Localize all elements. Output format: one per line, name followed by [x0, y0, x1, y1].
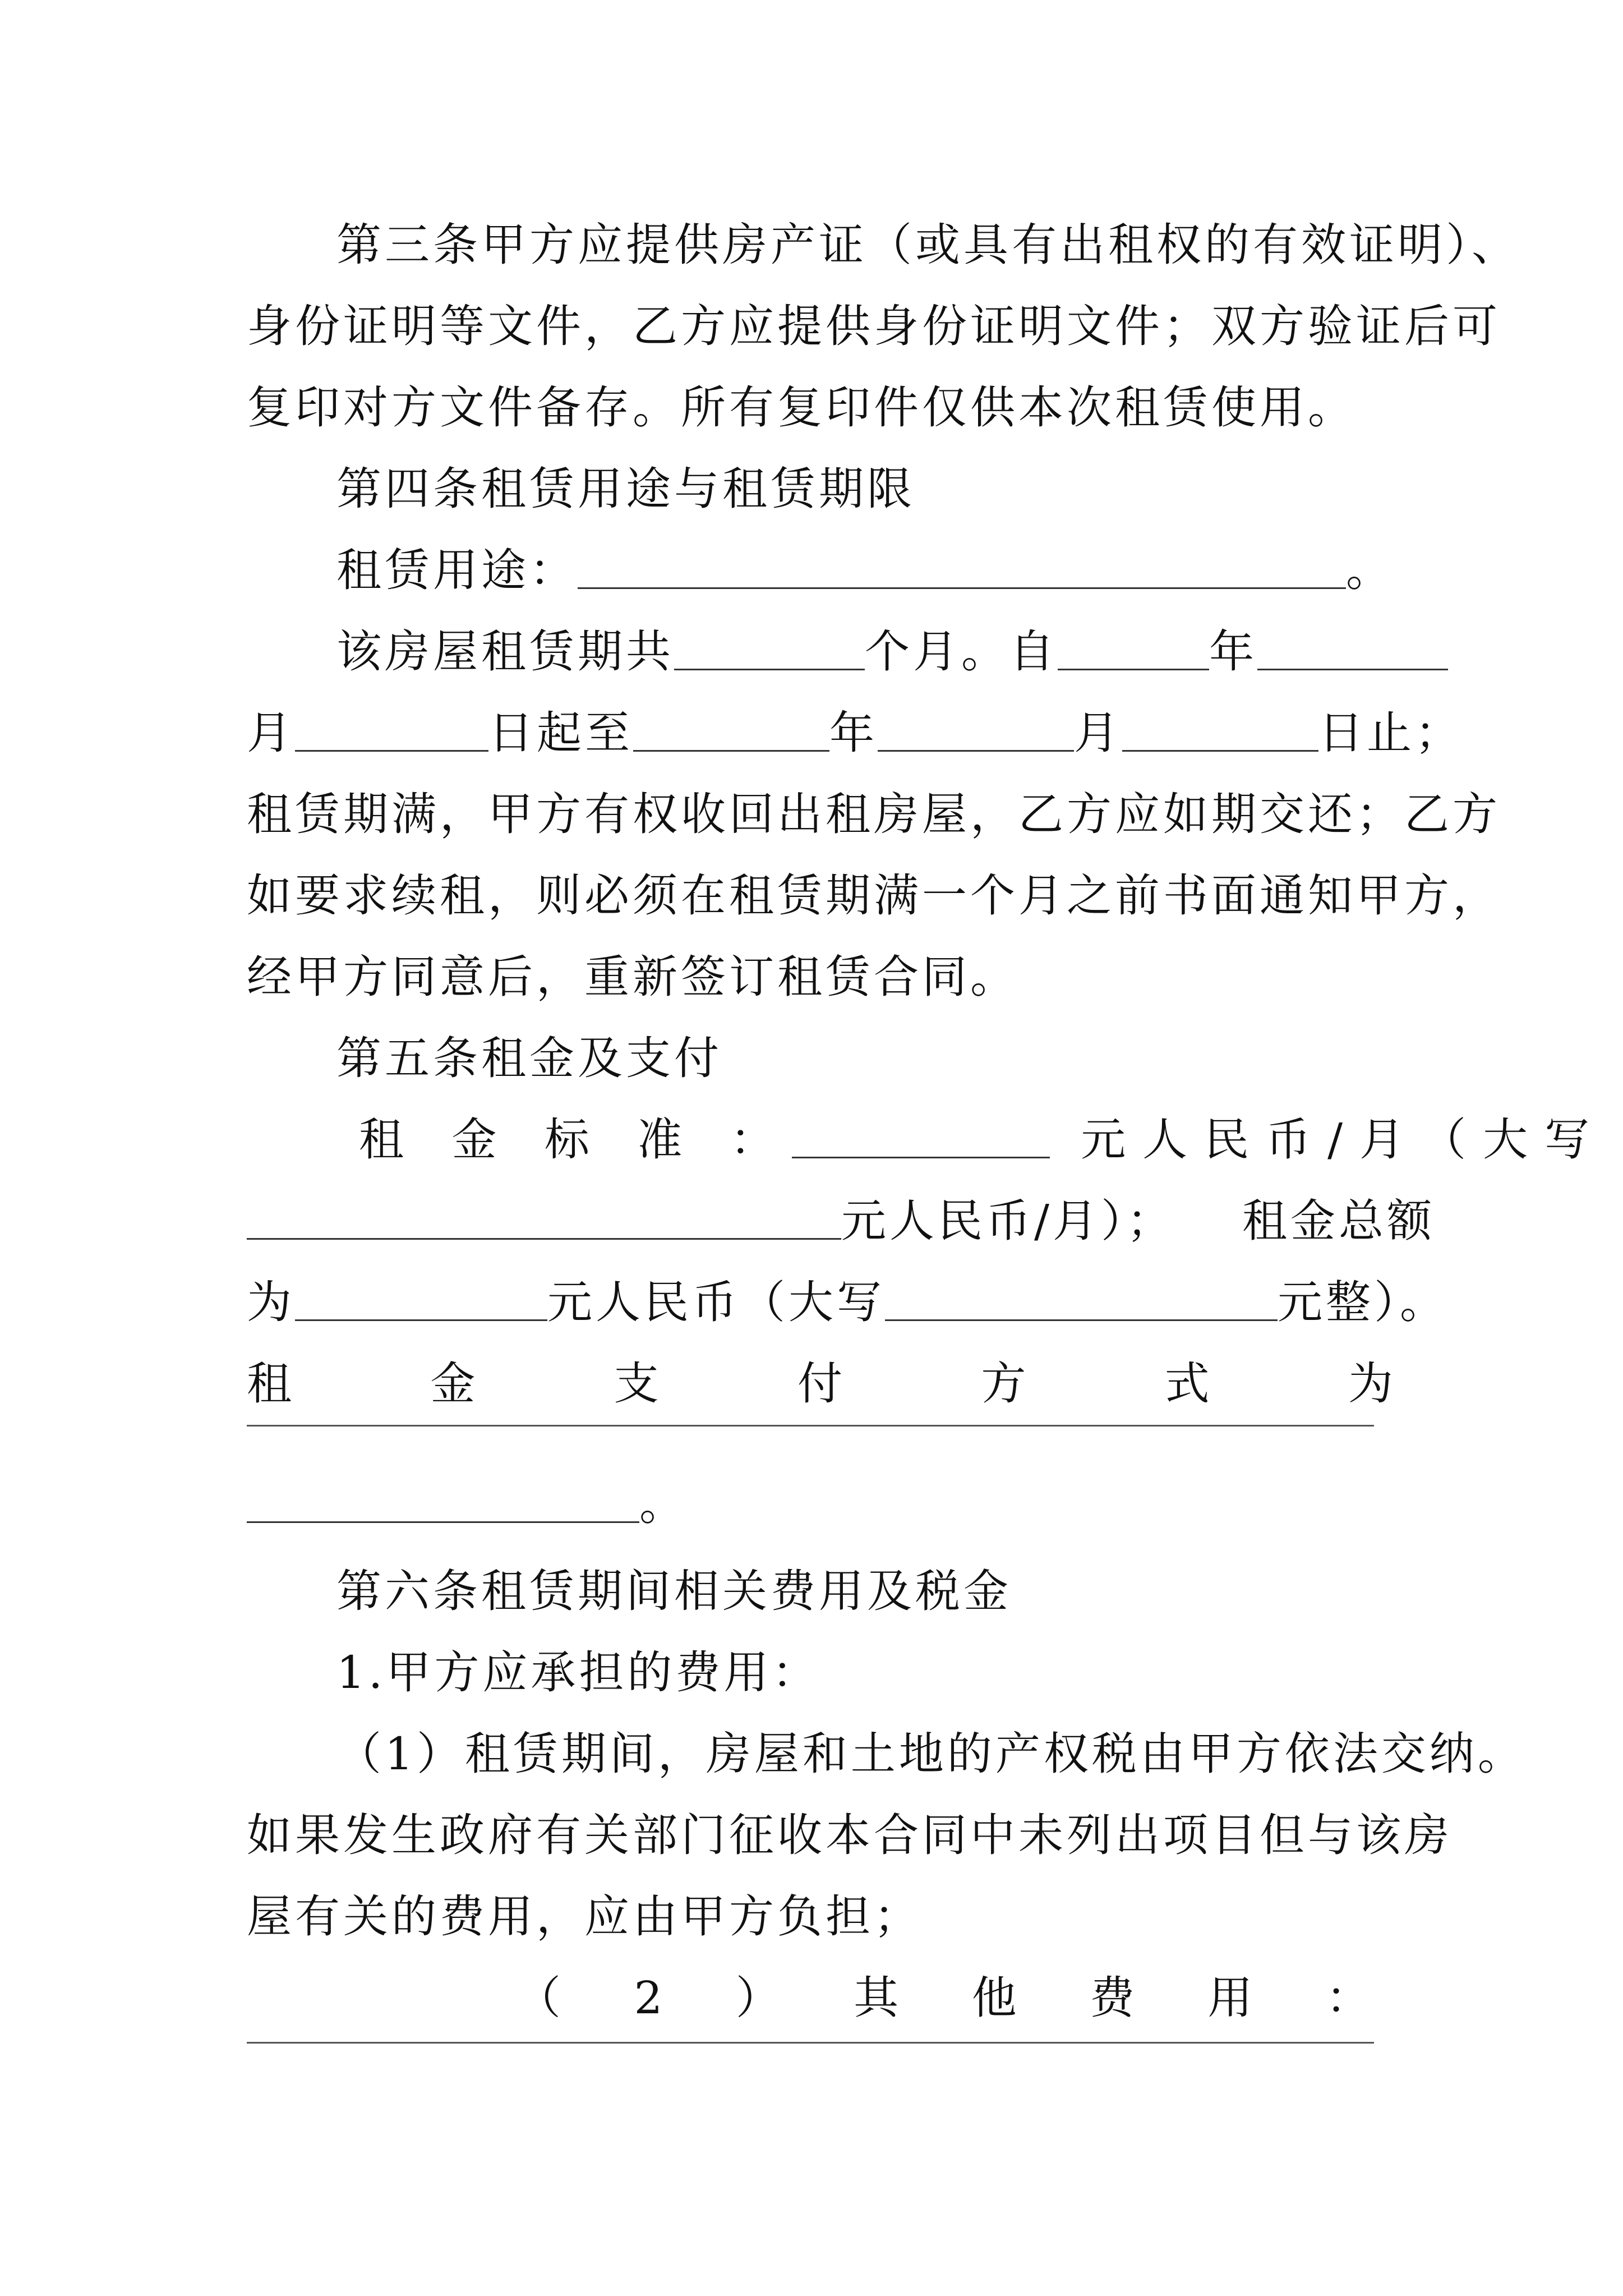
article6-item1-2-line — [516, 1956, 1374, 2040]
rent-char: 金 — [451, 1114, 514, 1166]
total-words-blank[interactable] — [885, 1280, 1278, 1321]
rent-char: 标 — [544, 1114, 606, 1166]
article5-heading: 第五条租金及支付 — [336, 1032, 722, 1084]
expiry-line2: 如要求续租，则必须在租赁期满一个月之前书面通知甲方， — [247, 869, 1501, 922]
term-text-a: 该房屋租赁期共 — [336, 625, 674, 678]
term-text-e: 日起至 — [488, 707, 633, 759]
expiry-line3: 经甲方同意后，重新签订租赁合同。 — [247, 951, 1018, 1003]
article3-line1: 第三条甲方应提供房产证（或具有出租权的有效证明）、 — [336, 219, 1520, 271]
other-fees-char: 用 — [1207, 1972, 1256, 2024]
method-char: 付 — [797, 1358, 846, 1410]
other-fees-char: 费 — [1090, 1972, 1138, 2024]
rent-words-blank[interactable] — [247, 1199, 841, 1240]
total-text-b: 元人民币（大写 — [547, 1276, 885, 1328]
end-month-blank[interactable] — [878, 711, 1074, 752]
method-char: 支 — [614, 1358, 662, 1410]
rent-char: 准 — [637, 1114, 699, 1166]
usage-blank[interactable] — [578, 548, 1346, 589]
rent-unit: 元人民币/月（大写 — [1081, 1114, 1607, 1166]
rent-char: ： — [730, 1114, 792, 1166]
other-fees-char: ： — [1325, 1972, 1374, 2024]
start-day-blank[interactable] — [295, 711, 488, 752]
article3-line3: 复印对方文件备存。所有复印件仅供本次租赁使用。 — [247, 381, 1356, 434]
other-fees-char: （ — [516, 1972, 564, 2024]
payment-method-line — [247, 1342, 1396, 1426]
method-char: 方 — [981, 1358, 1030, 1410]
article6-item1: 1.甲方应承担的费用： — [336, 1646, 820, 1699]
rent-standard-line — [359, 1098, 1607, 1182]
payment-method-blank[interactable] — [247, 1482, 639, 1523]
other-fees-char: 他 — [971, 1972, 1020, 2024]
payment-method-end-line — [247, 1462, 1396, 1547]
total-label: 租金总额 — [1242, 1195, 1435, 1247]
term-text-f: 年 — [829, 707, 878, 759]
rent-words-line — [247, 1179, 1435, 1263]
usage-line — [336, 528, 1486, 613]
method-char: 式 — [1164, 1358, 1213, 1410]
other-fees-blank-rule[interactable] — [247, 2042, 1374, 2044]
payment-method-blank-rule[interactable] — [247, 1425, 1374, 1427]
term-text-b: 个月。自 — [865, 625, 1058, 678]
article6-item1-1-line1: （1）租赁期间，房屋和土地的产权税由甲方依法交纳。 — [336, 1728, 1526, 1780]
total-text-c: 元整）。 — [1278, 1276, 1448, 1328]
rent-char: 租 — [359, 1114, 421, 1166]
other-fees-char: 其 — [854, 1972, 902, 2024]
term-text-d: 月 — [247, 707, 295, 759]
usage-label: 租赁用途： — [336, 544, 578, 596]
term-text-c: 年 — [1209, 625, 1257, 678]
article4-heading: 第四条租赁用途与租赁期限 — [336, 463, 915, 515]
usage-end: 。 — [1346, 544, 1394, 596]
end-year-blank[interactable] — [633, 711, 829, 752]
payment-method-end: 。 — [639, 1478, 688, 1530]
rent-amount-blank[interactable] — [792, 1117, 1050, 1158]
term-line2 — [247, 691, 1463, 775]
term-text-g: 月 — [1074, 707, 1122, 759]
method-char: 为 — [1348, 1358, 1396, 1410]
total-line — [247, 1260, 1448, 1345]
term-line1 — [336, 610, 1486, 694]
article6-heading: 第六条租赁期间相关费用及税金 — [336, 1565, 1012, 1617]
article6-item1-1-line3: 屋有关的费用，应由甲方负担； — [247, 1890, 922, 1943]
start-year-blank[interactable] — [1058, 629, 1209, 670]
months-blank[interactable] — [674, 629, 865, 670]
article3-line2: 身份证明等文件，乙方应提供身份证明文件；双方验证后可 — [247, 300, 1501, 352]
start-month-blank[interactable] — [1257, 629, 1448, 670]
total-text-a: 为 — [247, 1276, 295, 1328]
method-char: 租 — [247, 1358, 295, 1410]
expiry-line1: 租赁期满，甲方有权收回出租房屋，乙方应如期交还；乙方 — [247, 788, 1501, 840]
rent-unit2: 元人民币/月）； — [841, 1195, 1175, 1247]
other-fees-char: ） — [735, 1972, 784, 2024]
end-day-blank[interactable] — [1122, 711, 1318, 752]
term-text-h: 日止； — [1318, 707, 1463, 759]
total-amount-blank[interactable] — [295, 1280, 547, 1321]
other-fees-char: 2 — [634, 1972, 666, 2024]
article6-item1-1-line2: 如果发生政府有关部门征收本合同中未列出项目但与该房 — [247, 1809, 1453, 1861]
method-char: 金 — [430, 1358, 479, 1410]
